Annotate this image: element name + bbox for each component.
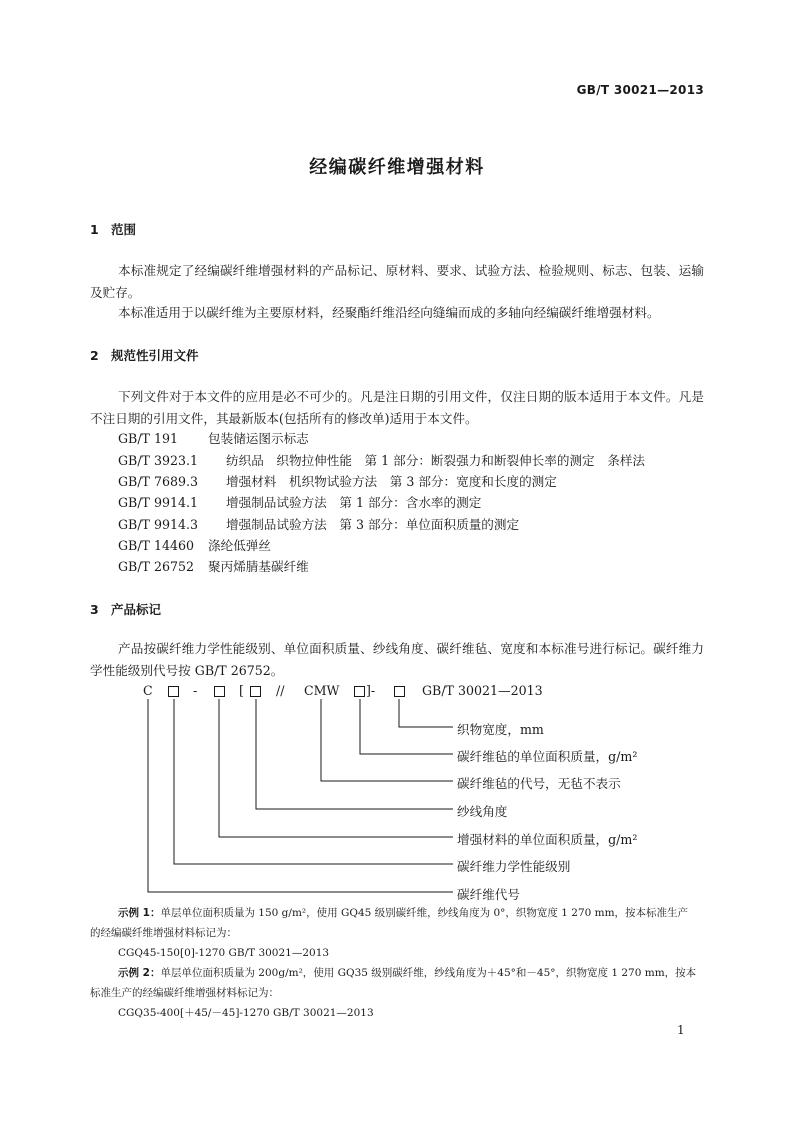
marking-label: 纱线角度	[457, 804, 508, 819]
marking-label: 碳纤维毡的代号，无毡不表示	[457, 776, 621, 791]
leader-line-width	[399, 699, 453, 727]
reference-title: 增强制品试验方法 第 3 部分：单位面积质量的测定	[226, 517, 520, 532]
marking-dash: -	[193, 683, 198, 698]
reference-code: GB/T 9914.3	[118, 517, 199, 532]
section-2-number: 2	[90, 348, 99, 363]
reference-code: GB/T 9914.1	[118, 495, 199, 510]
reference-code: GB/T 14460	[118, 538, 195, 553]
reference-code: GB/T 26752	[118, 559, 195, 574]
section-3-number: 3	[90, 602, 99, 617]
example-1-line	[118, 904, 688, 923]
example-1-text: 单层单位面积质量为 150 g/m²，使用 GQ45 级别碳纤维，纱线角度为 0°，织物宽度 1 270 mm，按本标准生产	[160, 907, 689, 919]
section-1-title: 范围	[111, 222, 137, 237]
marking-bracket: [	[239, 683, 244, 698]
leader-line-mass	[219, 699, 453, 837]
marking-label: 碳纤维力学性能级别	[457, 859, 571, 874]
marking-label: 织物宽度，mm	[457, 722, 544, 737]
marking-label: 增强材料的单位面积质量，g/m²	[457, 832, 638, 847]
reference-title: 涤纶低弹丝	[208, 538, 271, 553]
example-2-continuation: 标准生产的经编碳纤维增强材料标记为：	[90, 987, 279, 999]
reference-title: 包装储运图示标志	[208, 431, 309, 446]
example-2-label: 示例 2：	[118, 967, 161, 979]
example-1-label: 示例 1：	[118, 907, 161, 919]
section-2-title: 规范性引用文件	[111, 348, 199, 363]
example-1-code: CGQ45-150[0]-1270 GB/T 30021—2013	[118, 947, 330, 959]
document-title: 经编碳纤维增强材料	[309, 157, 485, 178]
section-2-intro: 下列文件对于本文件的应用是必不可少的。凡是注日期的引用文件，仅注日期的版本适用于本文件。凡是不注日期的引用文件，其最新版本(包括所有的修改单)适用于本文件。	[90, 389, 704, 426]
marking-cmw: CMW	[304, 683, 340, 698]
standard-code: GB/T 30021—2013	[576, 83, 704, 97]
example-2-code: CGQ35-400[＋45/－45]-1270 GB/T 30021—2013	[118, 1007, 374, 1019]
leader-line-carbon	[148, 699, 453, 892]
marking-standard: GB/T 30021—2013	[422, 683, 543, 698]
marking-slashes: //	[276, 683, 285, 698]
section-3-intro: 产品按碳纤维力学性能级别、单位面积质量、纱线角度、碳纤维毡、宽度和本标准号进行标记。碳纤维力学性能级别代号按 GB/T 26752。	[90, 641, 704, 678]
example-2-text: 单层单位面积质量为 200g/m²，使用 GQ35 级别碳纤维，纱线角度为＋45°和－45°，织物宽度 1 270 mm，按本	[160, 967, 697, 979]
marking-label: 碳纤维代号	[457, 887, 520, 902]
marking-label: 碳纤维毡的单位面积质量，g/m²	[457, 749, 638, 764]
marking-close: ]-	[366, 683, 376, 698]
reference-code: GB/T 3923.1	[118, 453, 199, 468]
reference-title: 纺织品 织物拉伸性能 第 1 部分：断裂强力和断裂伸长率的测定 条样法	[226, 453, 646, 468]
leader-line-mat-code	[321, 699, 453, 781]
example-1-continuation: 的经编碳纤维增强材料标记为：	[90, 927, 237, 939]
reference-title: 聚丙烯腈基碳纤维	[208, 559, 309, 574]
reference-title: 增强制品试验方法 第 1 部分：含水率的测定	[226, 495, 482, 510]
section-1-number: 1	[90, 222, 99, 237]
reference-code: GB/T 7689.3	[118, 474, 199, 489]
page-number: 1	[677, 1023, 685, 1037]
section-3-title: 产品标记	[111, 602, 162, 617]
section-1-paragraph-1: 本标准规定了经编碳纤维增强材料的产品标记、原材料、要求、试验方法、检验规则、标志、包装、运输及贮存。	[90, 263, 704, 300]
reference-code: GB/T 191	[118, 431, 178, 446]
reference-title: 增强材料 机织物试验方法 第 3 部分：宽度和长度的测定	[226, 474, 557, 489]
section-1-paragraph-2: 本标准适用于以碳纤维为主要原材料，经聚酯纤维沿经向缝编而成的多轴向经编碳纤维增强材料。	[118, 305, 660, 320]
marking-c: C	[143, 683, 153, 698]
example-2-line	[118, 964, 696, 983]
